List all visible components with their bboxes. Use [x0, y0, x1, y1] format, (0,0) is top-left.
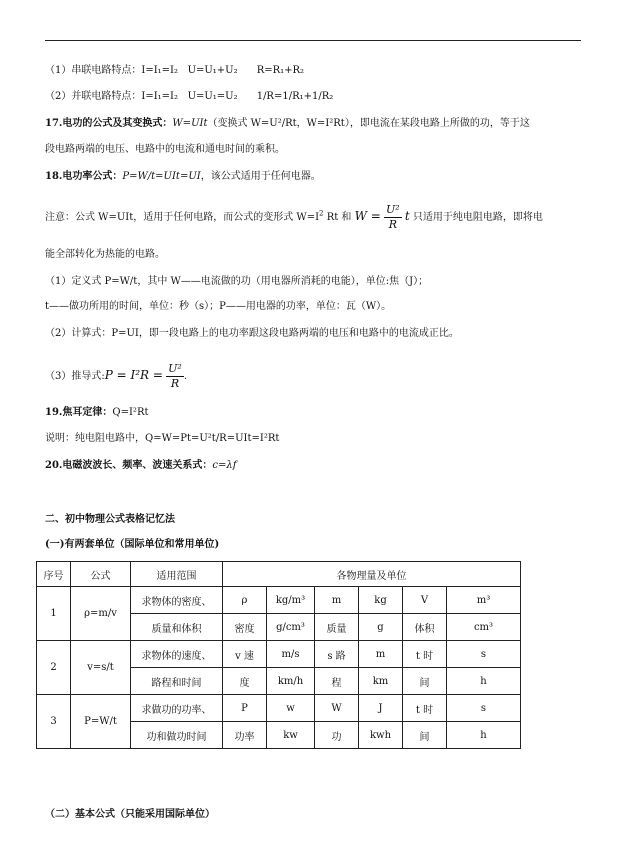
row-scope-line1: 求做功的功率、: [131, 695, 223, 722]
item-20: [45, 459, 236, 473]
unit-2-si: J: [359, 695, 403, 722]
series-circuit-rule: [45, 64, 304, 78]
parallel-label: （2）并联电路特点：: [45, 91, 142, 102]
quantity-3-symbol: t 时: [403, 695, 447, 722]
unit-3-common: cm³: [447, 614, 521, 641]
item-20-formula: c=λf: [212, 460, 237, 471]
row-scope-line1: 求物体的速度、: [131, 641, 223, 668]
unit-2-common: kwh: [359, 722, 403, 749]
definition-1-line2: t——做功所用的时间，单位：秒（s）；P——用电器的功率，单位：瓦（W）。: [45, 301, 392, 312]
joule-explanation: 说明：纯电阻电路中，Q=W=Pt=U²t/R=UIt=I²Rt: [45, 433, 280, 444]
definition-3-tail: .: [183, 371, 188, 382]
header-quantities: 各物理量及单位: [223, 562, 521, 587]
item-19-heading: 19.焦耳定律：: [45, 407, 113, 418]
item-18-heading: 18.电功率公式：: [45, 171, 123, 182]
table-row: [37, 641, 521, 668]
unit-1-common: g/cm³: [267, 614, 315, 641]
item-19: [45, 406, 149, 420]
quantity-2-name: 功: [315, 722, 359, 749]
note-fraction-numerator: U²: [386, 203, 400, 216]
parallel-resistance: 1/R=1/R₁+1/R₂: [256, 91, 334, 102]
quantity-1-name: 功率: [223, 722, 267, 749]
parallel-circuit-rule: [45, 90, 333, 104]
units-table: [36, 561, 521, 749]
quantity-2-name: 程: [315, 668, 359, 695]
quantity-3-name: 间: [403, 722, 447, 749]
subsection-1-heading: (一)有两套单位（国际单位和常用单位): [45, 539, 220, 550]
quantity-1-name: 度: [223, 668, 267, 695]
row-formula: P=W/t: [71, 695, 131, 749]
item-17-line2: 段电路两端的电压、电路中的电流和通电时间的乘积。: [45, 144, 285, 155]
item-20-heading: 20.电磁波波长、频率、波速关系式：: [45, 460, 213, 471]
definition-3-fraction: [166, 362, 184, 391]
note-line1: 注意：公式 W=UIt，适用于任何电路，而公式的变形式 $W=I^2$ Rt 和 W = $\frac{\text{U²}}{R}$ t 只适用于纯电阻电路，即将电: [45, 203, 543, 231]
note-fraction: [384, 203, 402, 232]
quantity-2-symbol: m: [315, 587, 359, 614]
quantity-2-name: 质量: [315, 614, 359, 641]
unit-3-common: h: [447, 722, 521, 749]
row-formula: ρ=m/v: [71, 587, 131, 641]
table-header-row: [37, 562, 521, 587]
section-2-heading: 二、初中物理公式表格记忆法: [45, 514, 175, 525]
item-18-formula: P=W/t=UIt=UI: [122, 171, 201, 182]
row-formula: v=s/t: [71, 641, 131, 695]
row-scope-line2: 路程和时间: [131, 668, 223, 695]
definition-3-fraction-denominator: R: [170, 377, 180, 390]
note-mid: Rt 和: [326, 212, 352, 223]
item-17-text: ，即电流在某段电路上所做的功，等于这: [349, 118, 530, 129]
table-row: [37, 587, 521, 614]
header-number: 序号: [37, 562, 71, 587]
row-scope-line2: 质量和体积: [131, 614, 223, 641]
header-formula: 公式: [71, 562, 131, 587]
subsection-2-heading: （二）基本公式（只能采用国际单位）: [45, 809, 215, 820]
item-19-formula: Q=I²Rt: [112, 407, 149, 418]
note-fraction-denominator: R: [388, 218, 397, 231]
note-formula-lhs: W =: [354, 209, 381, 223]
quantity-1-symbol: v 速: [223, 641, 267, 668]
row-scope-line2: 功和做功时间: [131, 722, 223, 749]
table-row: [37, 695, 521, 722]
note-t-variable: t: [404, 209, 410, 223]
series-current: I=I₁=I₂: [141, 65, 179, 76]
unit-1-common: km/h: [267, 668, 315, 695]
unit-3-si: m³: [447, 587, 521, 614]
quantity-1-symbol: P: [223, 695, 267, 722]
row-number: 1: [37, 587, 71, 641]
item-18: [45, 170, 321, 184]
unit-2-si: kg: [359, 587, 403, 614]
parallel-voltage: U=U₁=U₂: [187, 91, 238, 102]
item-17-formula: W=UIt: [172, 118, 208, 129]
definition-3-formula-lhs: P = I²R =: [104, 368, 163, 382]
quantity-3-symbol: V: [403, 587, 447, 614]
item-17-heading: 17.电功的公式及其变换式：: [45, 118, 173, 129]
quantity-2-symbol: s 路: [315, 641, 359, 668]
unit-2-common: km: [359, 668, 403, 695]
row-number: 2: [37, 641, 71, 695]
header-scope: 适用范围: [131, 562, 223, 587]
item-17-variants: （变换式 W=U²/Rt，W=I²Rt）: [207, 118, 350, 129]
series-voltage: U=U₁+U₂: [187, 65, 238, 76]
unit-2-common: g: [359, 614, 403, 641]
item-18-text: ，该公式适用于任何电器。: [200, 171, 321, 182]
item-17-line1: [45, 117, 530, 131]
definition-2: （2）计算式：P=UI，即一段电路上的电功率跟这段电路两端的电压和电路中的电流成正比。: [45, 328, 459, 339]
quantity-3-name: 间: [403, 668, 447, 695]
parallel-current: I=I₁=I₂: [141, 91, 179, 102]
unit-3-si: s: [447, 641, 521, 668]
definition-3-fraction-numerator: U²: [168, 362, 182, 375]
unit-1-common: kw: [267, 722, 315, 749]
unit-1-si: m/s: [267, 641, 315, 668]
quantity-3-name: 体积: [403, 614, 447, 641]
unit-3-common: h: [447, 668, 521, 695]
unit-3-si: s: [447, 695, 521, 722]
series-label: （1）串联电路特点：: [45, 65, 142, 76]
row-scope-line1: 求物体的密度、: [131, 587, 223, 614]
unit-1-si: kg/m³: [267, 587, 315, 614]
quantity-1-symbol: ρ: [223, 587, 267, 614]
note-prefix: 注意：公式 W=UIt，适用于任何电路，而公式的变形式 W=I: [45, 212, 320, 223]
definition-3: [45, 358, 187, 394]
row-number: 3: [37, 695, 71, 749]
header-rule: [45, 40, 581, 41]
unit-2-si: m: [359, 641, 403, 668]
definition-3-label: （3）推导式:: [45, 371, 105, 382]
quantity-1-name: 密度: [223, 614, 267, 641]
definition-1-line1: （1）定义式 P=W/t，其中 W——电流做的功（用电器所消耗的电能），单位:焦（J）；: [45, 276, 429, 287]
quantity-3-symbol: t 时: [403, 641, 447, 668]
series-resistance: R=R₁+R₂: [256, 65, 305, 76]
note-line2: 能全部转化为热能的电路。: [45, 249, 165, 260]
unit-1-si: w: [267, 695, 315, 722]
note-suffix: 只适用于纯电阻电路，即将电: [412, 212, 543, 223]
quantity-2-symbol: W: [315, 695, 359, 722]
